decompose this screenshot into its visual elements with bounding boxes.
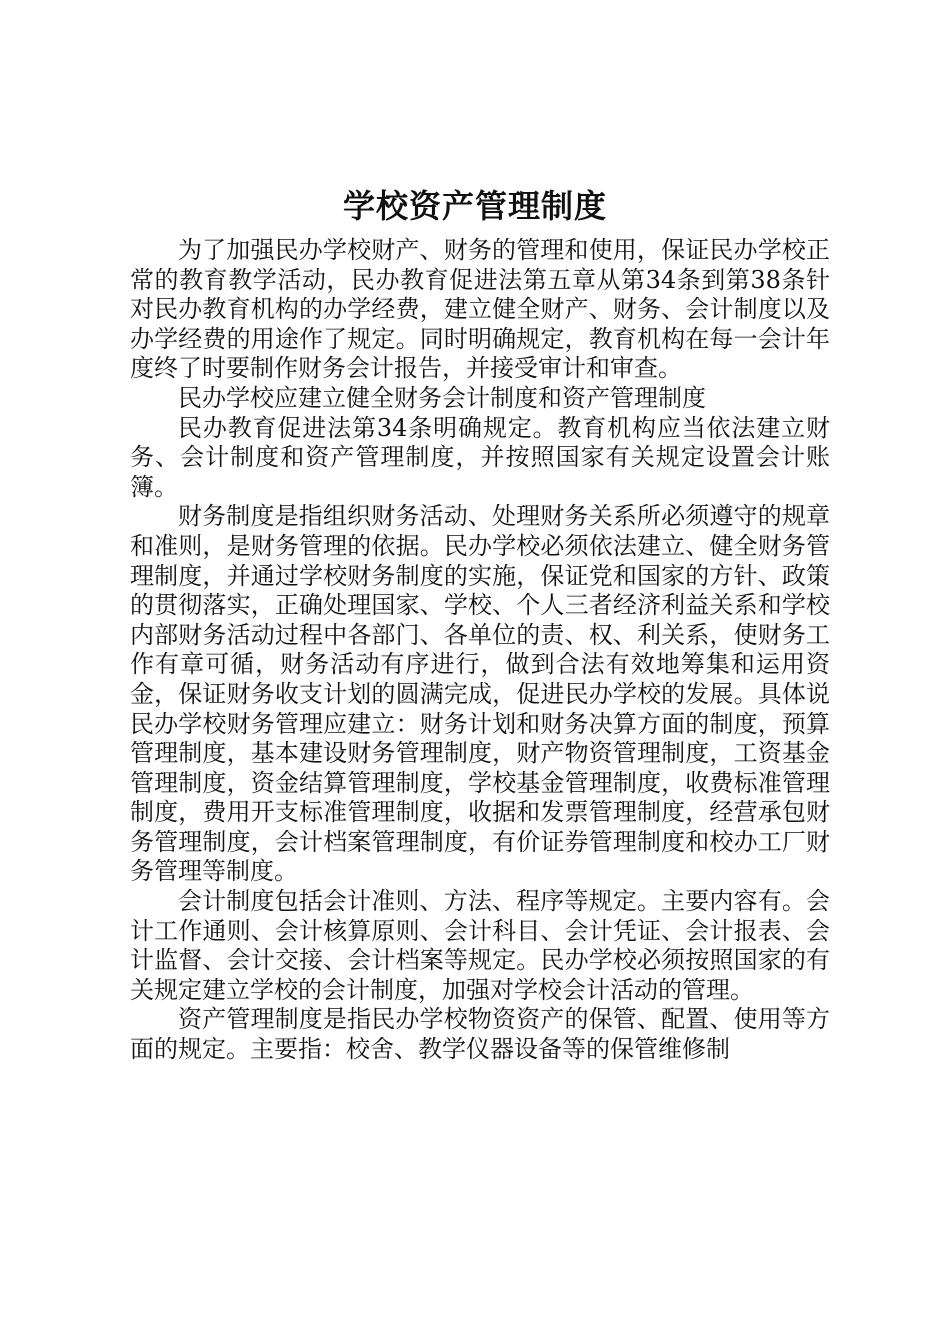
paragraph: 会计制度包括会计准则、方法、程序等规定。主要内容有。会计工作通则、会计核算原则、会计科目、会计凭证、会计报表、会计监督、会计交接、会计档案等规定。民办学校必须按照国家的有关规定建立学校的会计制度，加强对学校会计活动的管理。 xyxy=(130,887,830,1004)
paragraph: 为了加强民办学校财产、财务的管理和使用，保证民办学校正常的教育教学活动，民办教育促进法第五章从第34条到第38条针对民办教育机构的办学经费，建立健全财产、财务、会计制度以及办学经费的用途作了规定。同时明确规定，教育机构在每一会计年度终了时要制作财务会计报告，并接受审计和审查。 xyxy=(130,236,830,383)
document-body xyxy=(130,236,830,1065)
paragraph: 财务制度是指组织财务活动、处理财务关系所必须遵守的规章和准则，是财务管理的依据。民办学校必须依法建立、健全财务管理制度，并通过学校财务制度的实施，保证党和国家的方针、政策的贯彻落实，正确处理国家、学校、个人三者经济利益关系和学校内部财务活动过程中各部门、各单位的责、权、利关系，使财务工作有章可循，财务活动有序进行，做到合法有效地筹集和运用资金，保证财务收支计划的圆满完成，促进民办学校的发展。具体说民办学校财务管理应建立：财务计划和财务决算方面的制度，预算管理制度，基本建设财务管理制度，财产物资管理制度，工资基金管理制度，资金结算管理制度，学校基金管理制度，收费标准管理制度，费用开支标准管理制度，收据和发票管理制度，经营承包财务管理制度，会计档案管理制度，有价证券管理制度和校办工厂财务管理等制度。 xyxy=(130,502,830,886)
paragraph: 资产管理制度是指民办学校物资资产的保管、配置、使用等方面的规定。主要指：校舍、教学仪器设备等的保管维修制 xyxy=(130,1005,830,1064)
document-title: 学校资产管理制度 xyxy=(342,187,607,225)
paragraph: 民办教育促进法第34条明确规定。教育机构应当依法建立财务、会计制度和资产管理制度，并按照国家有关规定设置会计账簿。 xyxy=(130,413,830,501)
paragraph: 民办学校应建立健全财务会计制度和资产管理制度 xyxy=(178,383,706,412)
